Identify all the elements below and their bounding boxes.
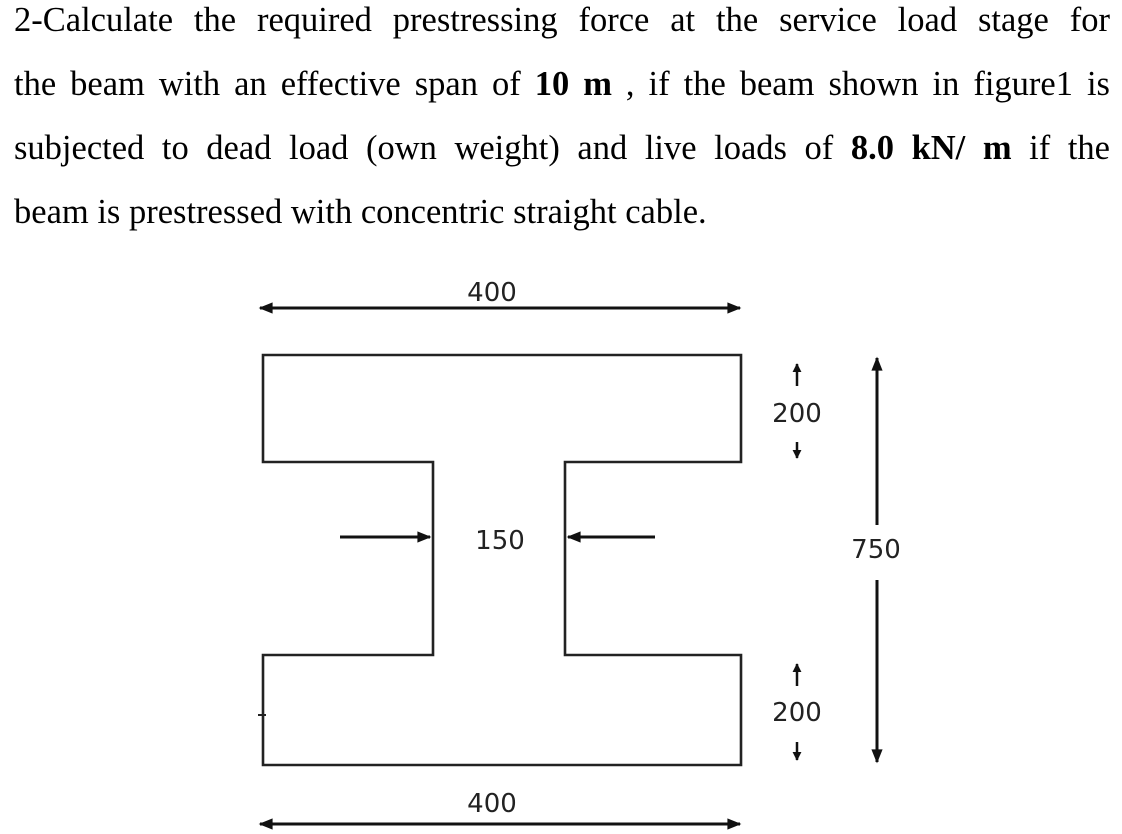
bottom-flange-depth-label: 200 [772,698,822,728]
bottom-width-label: 400 [467,789,517,819]
question-line-1: 2-Calculate the required prestressing force at the service load stage for [14,1,1110,39]
span-value: 10 m [534,65,612,103]
live-load-value: 8.0 kN/ m [850,129,1012,167]
question-line-3: subjected to dead load (own weight) and live loads of 8.0 kN/ m if the [14,129,1110,167]
i-beam-outline [263,355,741,765]
question-line-4: beam is prestressed with concentric straight cable. [14,193,707,231]
question-line-2: the beam with an effective span of 10 m , if the beam shown in figure1 is [14,65,1110,103]
top-flange-depth-label: 200 [772,399,822,429]
web-width-label: 150 [475,526,525,556]
total-depth-label: 750 [851,535,901,565]
top-width-label: 400 [467,278,517,308]
